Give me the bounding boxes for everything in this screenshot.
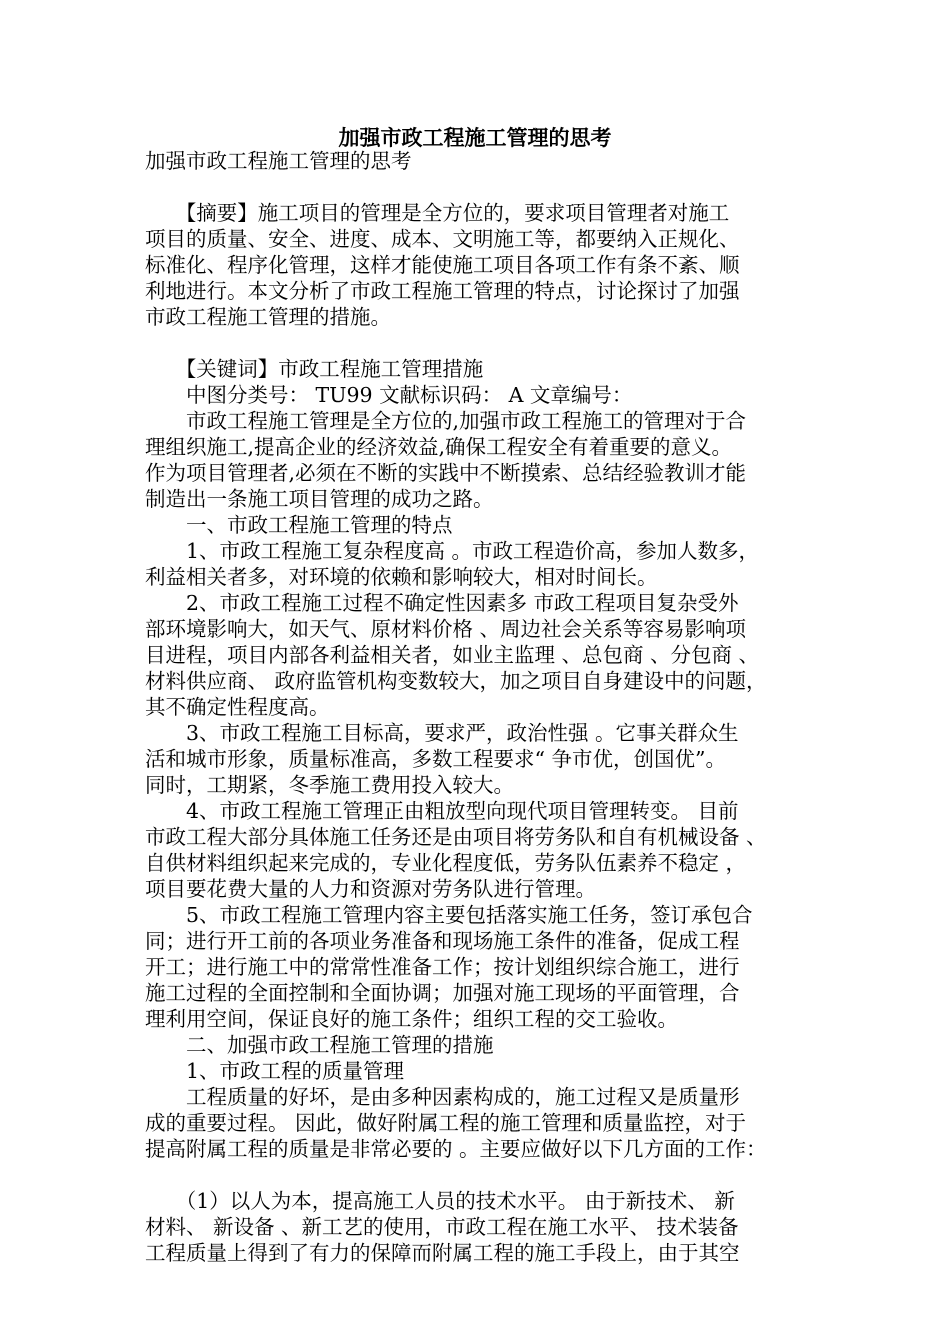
text-line: 提高附属工程的质量是非常必要的 。主要应做好以下几方面的工作： (145, 1137, 767, 1161)
document-title: 加强市政工程施工管理的思考 (338, 126, 612, 150)
text-line: 工程质量的好坏，是由多种因素构成的，施工过程又是质量形 (145, 1085, 740, 1109)
text-line: 5、市政工程施工管理内容主要包括落实施工任务，签订承包合 (145, 903, 753, 927)
text-line: 1、市政工程施工复杂程度高 。市政工程造价高，参加人数多， (145, 539, 760, 563)
text-line: 项目的质量、安全、进度、成本、文明施工等，都要纳入正规化、 (145, 227, 740, 251)
text-line: 成的重要过程。 因此，做好附属工程的施工管理和质量监控，对于 (145, 1111, 747, 1135)
text-line: 其不确定性程度高。 (145, 695, 330, 719)
text-line: 制造出一条施工项目管理的成功之路。 (145, 487, 494, 511)
text-line: 同；进行开工前的各项业务准备和现场施工条件的准备，促成工程 (145, 929, 740, 953)
text-line: 目进程，项目内部各利益相关者，如业主监理 、总包商 、分包商 、 (145, 643, 760, 667)
text-line: 材料、 新设备 、新工艺的使用，市政工程在施工水平、 技术装备 (145, 1215, 739, 1239)
text-line: 二、加强市政工程施工管理的措施 (145, 1033, 494, 1057)
text-line: 部环境影响大，如天气、原材料价格 、周边社会关系等容易影响项 (145, 617, 747, 641)
text-line: 自供材料组织起来完成的，专业化程度低，劳务队伍素养不稳定 ， (145, 851, 747, 875)
text-line: 理组织施工,提高企业的经济效益,确保工程安全有着重要的意义。 (145, 435, 733, 459)
text-line: 中图分类号： TU99 文献标识码： A 文章编号： (145, 383, 633, 407)
text-line: 工程质量上得到了有力的保障而附属工程的施工手段上，由于其空 (145, 1241, 740, 1265)
text-line: 市政工程施工管理是全方位的,加强市政工程施工的管理对于合 (145, 409, 747, 433)
text-line: 加强市政工程施工管理的思考 (145, 149, 412, 173)
text-line: （1）以人为本，提高施工人员的技术水平。 由于新技术、 新 (145, 1189, 735, 1213)
text-line: 市政工程大部分具体施工任务还是由项目将劳务队和自有机械设备 、 (145, 825, 767, 849)
text-line: 【摘要】施工项目的管理是全方位的，要求项目管理者对施工 (145, 201, 730, 225)
text-line: 标准化、程序化管理，这样才能使施工项目各项工作有条不紊、顺 (145, 253, 740, 277)
text-line: 4、市政工程施工管理正由粗放型向现代项目管理转变。 目前 (145, 799, 739, 823)
text-line: 利地进行。本文分析了市政工程施工管理的特点，讨论探讨了加强 (145, 279, 740, 303)
text-line: 市政工程施工管理的措施。 (145, 305, 391, 329)
text-line: 施工过程的全面控制和全面协调；加强对施工现场的平面管理，合 (145, 981, 740, 1005)
text-line: 1、市政工程的质量管理 (145, 1059, 405, 1083)
text-line: 活和城市形象，质量标准高，多数工程要求“ 争市优，创国优”。 (145, 747, 726, 771)
text-line: 2、市政工程施工过程不确定性因素多 市政工程项目复杂受外 (145, 591, 739, 615)
text-line: 理利用空间，保证良好的施工条件；组织工程的交工验收。 (145, 1007, 678, 1031)
text-line: 【关键词】市政工程施工管理措施 (145, 357, 484, 381)
text-line: 利益相关者多，对环境的依赖和影响较大，相对时间长。 (145, 565, 658, 589)
text-line: 材料供应商、 政府监管机构变数较大，加之项目自身建设中的问题， (145, 669, 767, 693)
text-line: 开工；进行施工中的常常性准备工作；按计划组织综合施工，进行 (145, 955, 740, 979)
text-line: 一、市政工程施工管理的特点 (145, 513, 453, 537)
text-line: 3、市政工程施工目标高，要求严，政治性强 。它事关群众生 (145, 721, 739, 745)
text-line: 项目要花费大量的人力和资源对劳务队进行管理。 (145, 877, 596, 901)
text-line: 同时，工期紧，冬季施工费用投入较大。 (145, 773, 514, 797)
text-line: 作为项目管理者,必须在不断的实践中不断摸索、总结经验教训才能 (145, 461, 747, 485)
